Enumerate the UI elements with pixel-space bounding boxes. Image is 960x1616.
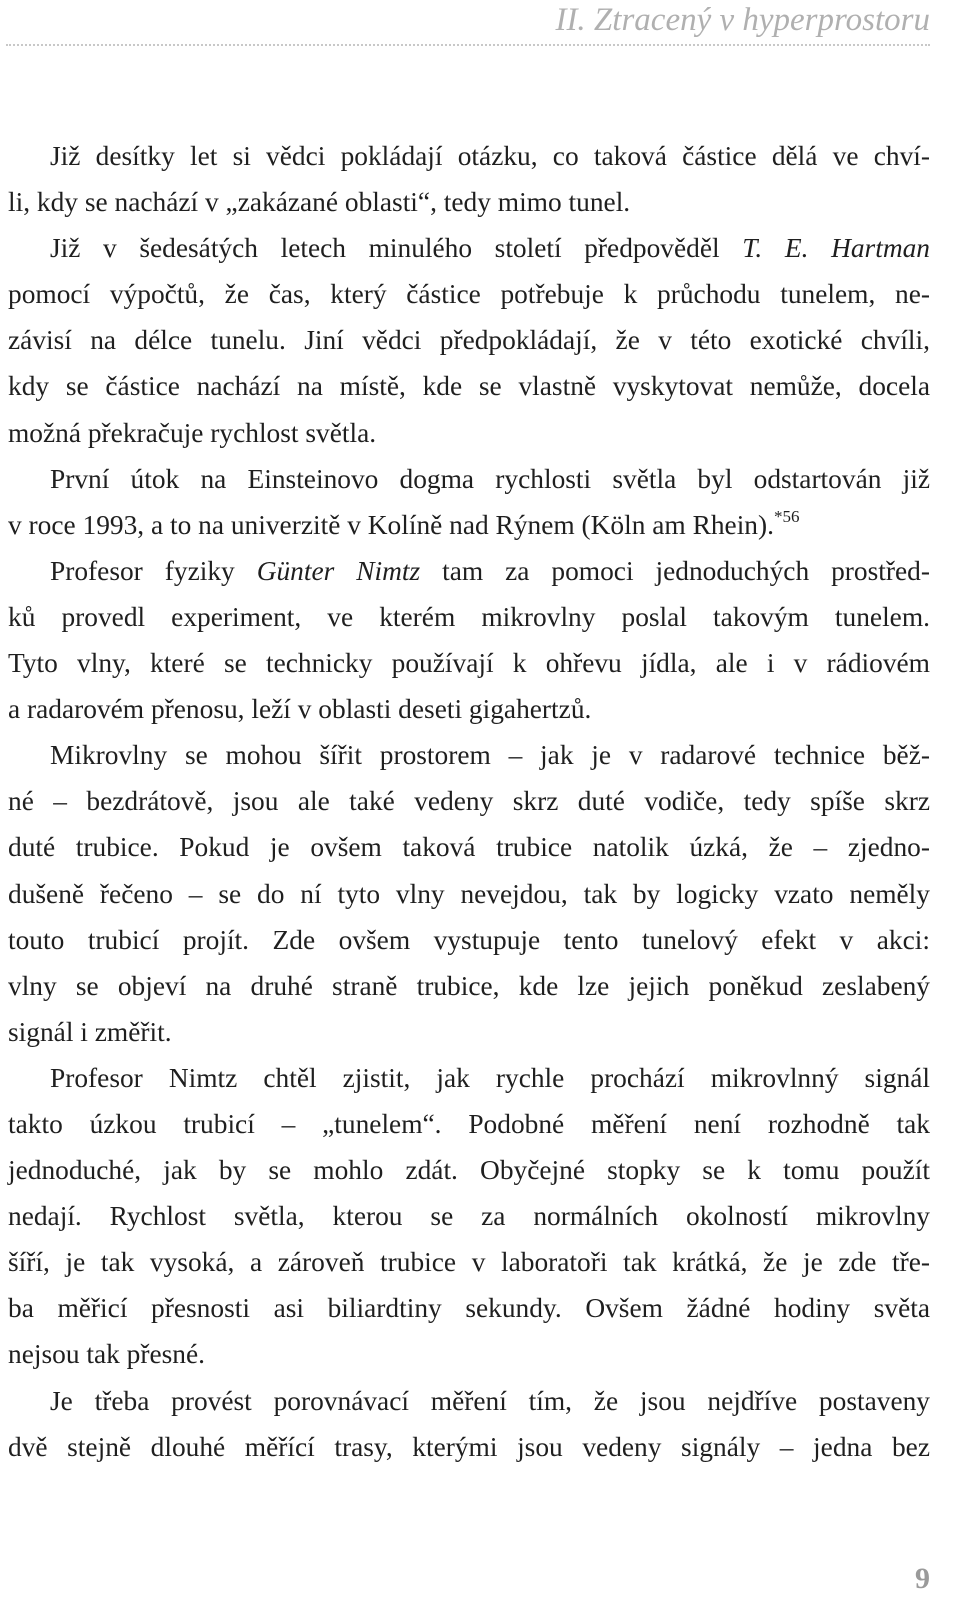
text-line (8, 502, 930, 548)
text-line: li, kdy se nachází v „zakázané oblasti“, tedy mimo tunel. (8, 187, 631, 218)
text-line: Profesor Nimtz chtěl zjistit, jak rychle prochází mikrovlnný signál (50, 1062, 930, 1093)
body-text (8, 133, 930, 1470)
text-line: touto trubicí projít. Zde ovšem vystupuje tento tunelový efekt v akci: (8, 924, 930, 955)
text-run: Již v šedesátých letech minulého století předpověděl (50, 233, 720, 264)
text-line: Již desítky let si vědci pokládají otázku, co taková částice dělá ve chví- (50, 141, 930, 171)
text-line: dvě stejně dlouhé měřící trasy, kterými jsou vedeny signály – jedna bez (8, 1431, 930, 1462)
text-line: Je třeba provést porovnávací měření tím, že jsou nejdříve postaveny (50, 1385, 930, 1416)
chapter-running-header: II. Ztracený v hyperprostoru (555, 2, 930, 38)
text-line: vlny se objeví na druhé straně trubice, kde lze jejich poněkud zeslabený (8, 970, 930, 1001)
text-line: Tyto vlny, které se technicky používají k ohřevu jídla, ale i v rádiovém (8, 648, 930, 679)
text-line: kdy se částice nachází na místě, kde se vlastně vyskytovat nemůže, docela (8, 371, 930, 402)
text-line: ba měřicí přesnosti asi biliardtiny sekundy. Ovšem žádné hodiny světa (8, 1293, 930, 1324)
text-run: Profesor fyziky (50, 555, 235, 586)
text-line: a radarovém přenosu, leží v oblasti deseti gigahertzů. (8, 694, 592, 725)
text-line: signál i změřit. (8, 1016, 172, 1047)
text-line: závisí na délce tunelu. Jiní vědci předpokládají, že v této exotické chvíli, (8, 325, 930, 356)
text-line: nejsou tak přesné. (8, 1339, 206, 1370)
text-line: pomocí výpočtů, že čas, který částice potřebuje k průchodu tunelem, ne- (8, 279, 930, 310)
text-line: duté trubice. Pokud je ovšem taková trubice natolik úzká, že – zjedno- (8, 832, 930, 863)
header-dotted-rule (6, 44, 930, 46)
text-line: ků provedl experiment, ve kterém mikrovlny poslal takovým tunelem. (8, 601, 930, 632)
text-line: takto úzkou trubicí – „tunelem“. Podobné měření není rozhodně tak (8, 1108, 930, 1139)
text-line: První útok na Einsteinovo dogma rychlosti světla byl odstartován již (50, 463, 930, 494)
text-line: jednoduché, jak by se mohlo zdát. Obyčejné stopky se k tomu použít (8, 1155, 930, 1186)
text-line: né – bezdrátově, jsou ale také vedeny skrz duté vodiče, tedy spíše skrz (8, 786, 930, 817)
author-name-nimtz: Günter Nimtz (256, 555, 421, 586)
text-line: nedají. Rychlost světla, kterou se za normálních okolností mikrovlny (8, 1201, 930, 1232)
text-run: v roce 1993, a to na univerzitě v Kolíně nad Rýnem (Köln am Rhein). (8, 509, 774, 540)
page-number: 9 (915, 1562, 930, 1595)
text-line (8, 225, 930, 271)
text-run: tam za pomoci jednoduchých prostřed- (442, 555, 930, 586)
text-line: Mikrovlny se mohou šířit prostorem – jak je v radarové technice běž- (50, 740, 930, 771)
text-line: dušeně řečeno – se do ní tyto vlny nevejdou, tak by logicky vzato neměly (8, 878, 930, 909)
text-line: možná překračuje rychlost světla. (8, 417, 377, 448)
text-line (8, 548, 930, 594)
text-line: šíří, je tak vysoká, a zároveň trubice v laboratoři tak krátká, že je zde tře- (8, 1247, 930, 1278)
author-name-hartman: T. E. Hartman (742, 233, 930, 264)
footnote-marker: *56 (773, 506, 800, 526)
